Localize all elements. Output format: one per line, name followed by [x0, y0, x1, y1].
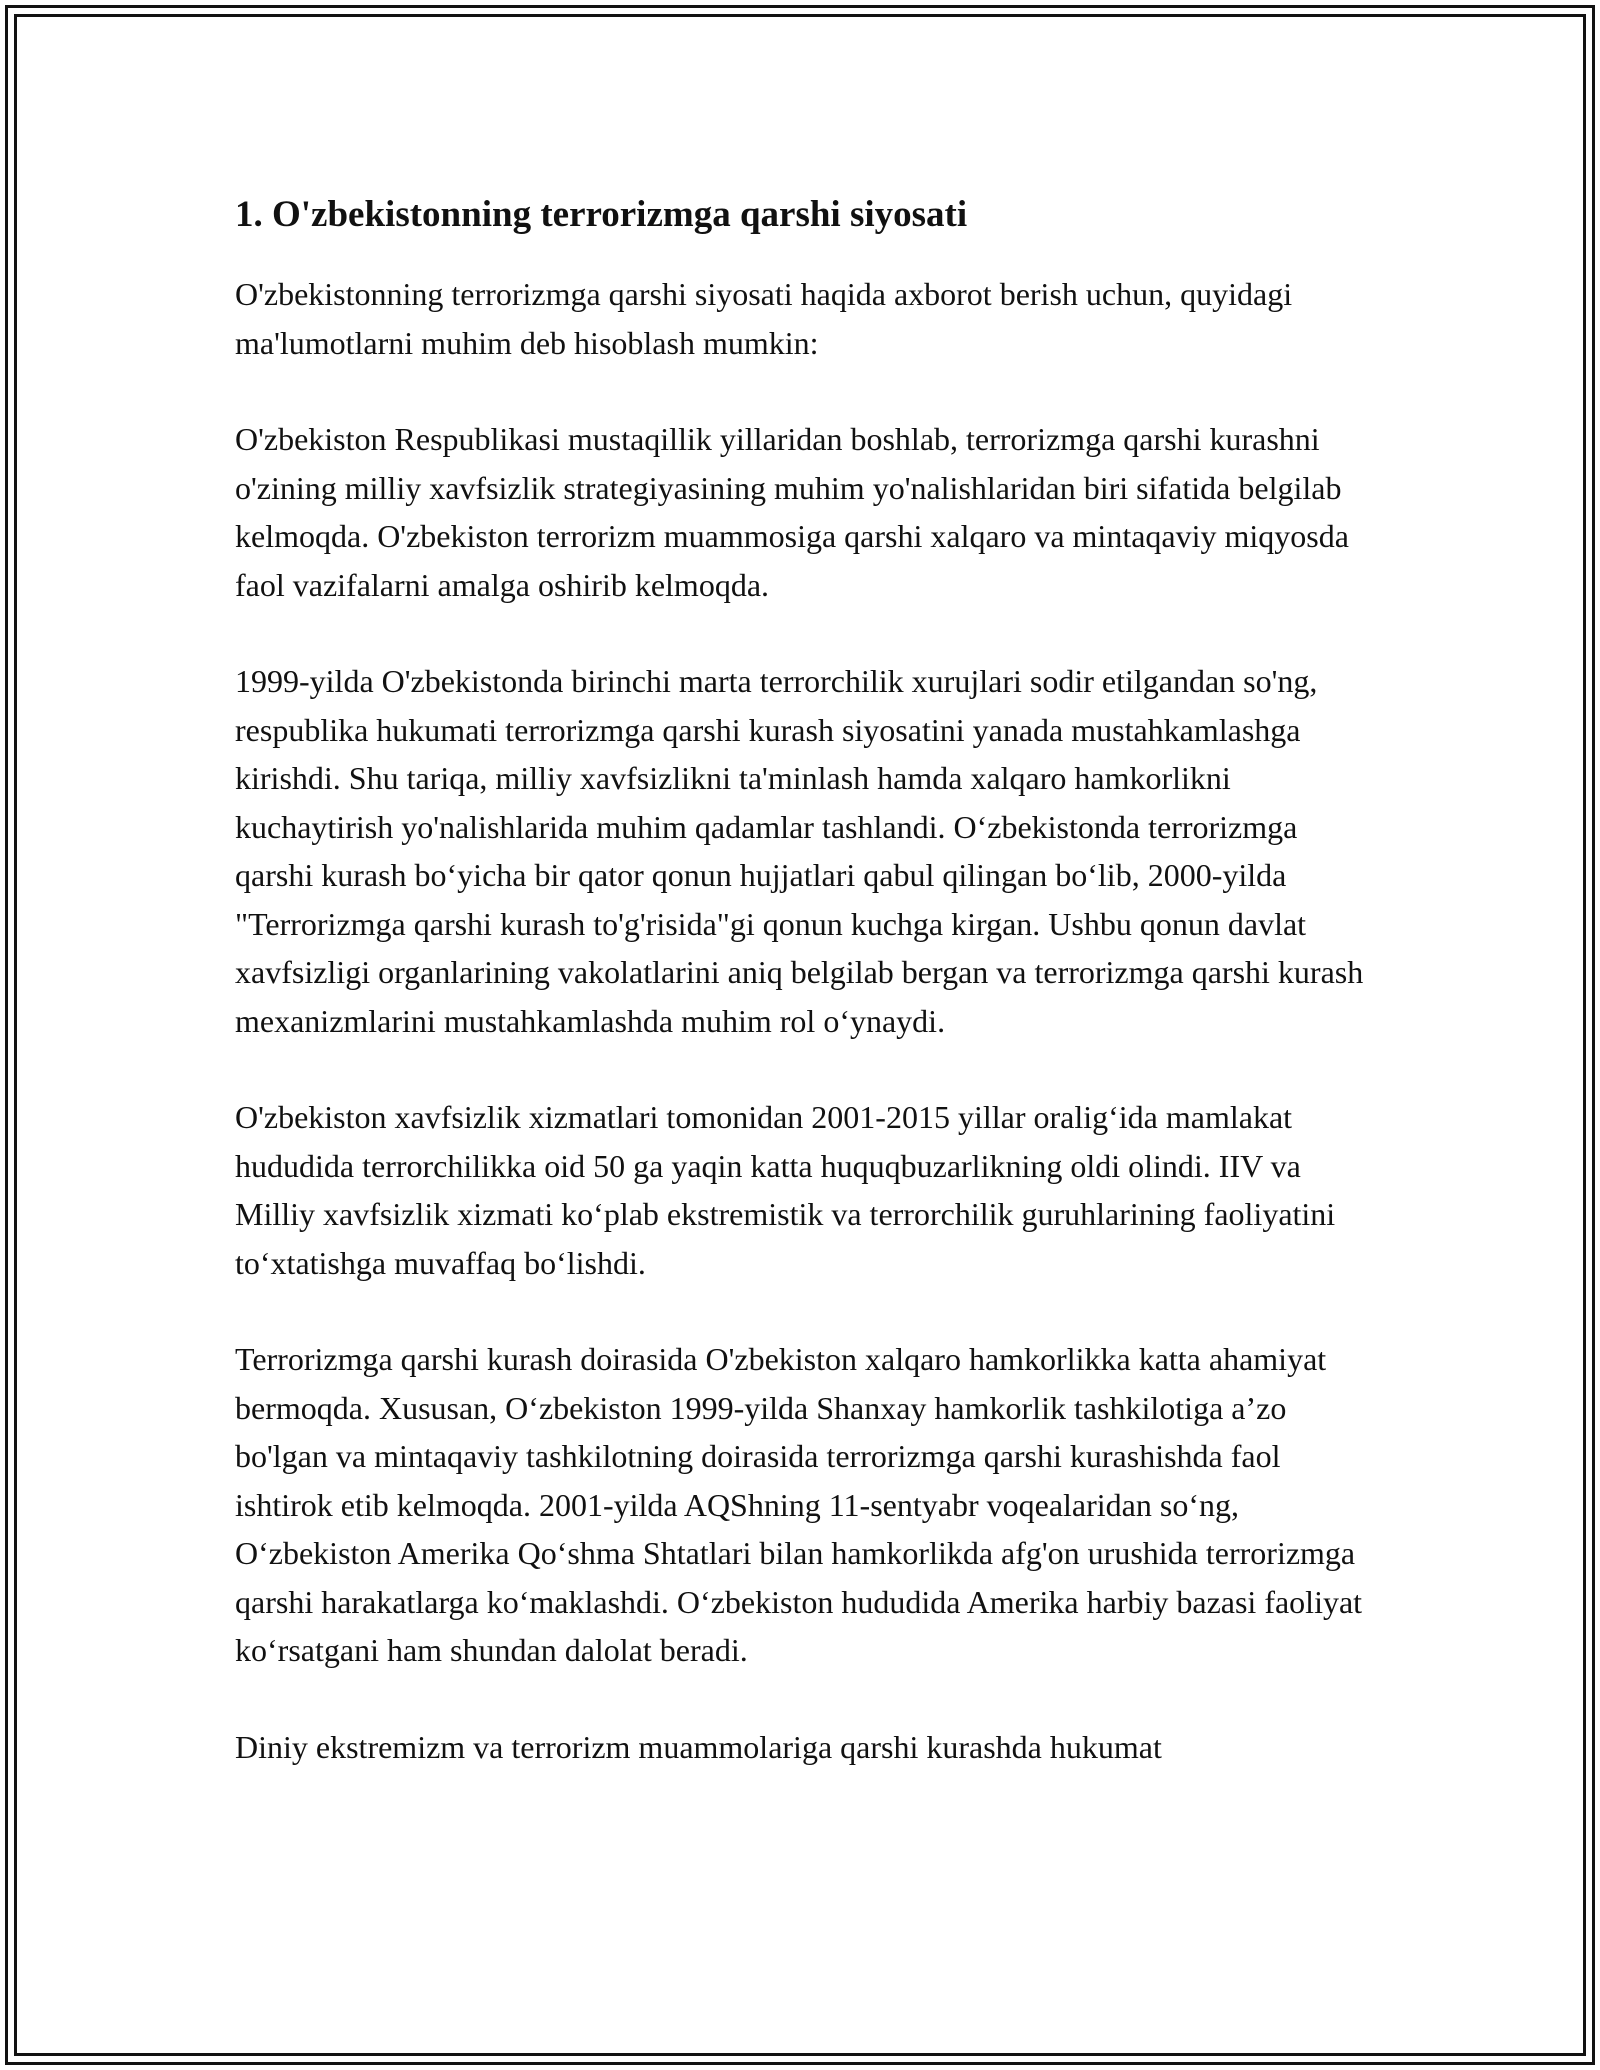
- paragraph-religious-extremism: Diniy ekstremizm va terrorizm muammolariga qarshi kurashda hukumat: [235, 1728, 1162, 1765]
- paragraph-intro: O'zbekistonning terrorizmga qarshi siyosati haqida axborot berish uchun, quyidagi ma'lumotlarni muhim deb hisoblash mumkin:: [235, 276, 1293, 361]
- paragraph-international-cooperation: Terrorizmga qarshi kurash doirasida O'zbekiston xalqaro hamkorlikka katta ahamiyat bermoqda. Xususan, O‘zbekiston 1999-yilda Shanxay hamkorlik tashkilotiga a’zo bo'lgan va mintaqaviy tashkilotning doirasida terrorizmga qarshi kurashishda faol ishtirok etib kelmoqda. 2001-yilda AQShning 11-sentyabr voqealaridan so‘ng, O‘zbekiston Amerika Qo‘shma Shtatlari bilan hamkorlikda afg'on urushida terrorizmga qarshi harakatlarga ko‘maklashdi. O‘zbekiston hududida Amerika harbiy bazasi faoliyat ko‘rsatgani ham shundan dalolat beradi.: [235, 1341, 1363, 1668]
- paragraph-independence: O'zbekiston Respublikasi mustaqillik yillaridan boshlab, terrorizmga qarshi kurashni o'zining milliy xavfsizlik strategiyasining muhim yo'nalishlaridan biri sifatida belgilab kelmoqda. O'zbekiston terrorizm muammosiga qarshi xalqaro va mintaqaviy miqyosda faol vazifalarni amalga oshirib kelmoqda.: [235, 421, 1349, 603]
- document-body: [235, 190, 1375, 1819]
- paragraph-1999-law: 1999-yilda O'zbekistonda birinchi marta terrorchilik xurujlari sodir etilgandan so'ng, respublika hukumati terrorizmga qarshi kurash siyosatini yanada mustahkamlashga kirishdi. Shu tariqa, milliy xavfsizlikni ta'minlash hamda xalqaro hamkorlikni kuchaytirish yo'nalishlarida muhim qadamlar tashlandi. O‘zbekistonda terrorizmga qarshi kurash bo‘yicha bir qator qonun hujjatlari qabul qilingan bo‘lib, 2000-yilda "Terrorizmga qarshi kurash to'g'risida"gi qonun kuchga kirgan. Ushbu qonun davlat xavfsizligi organlarining vakolatlarini aniq belgilab bergan va terrorizmga qarshi kurash mexanizmlarini mustahkamlashda muhim rol o‘ynaydi.: [235, 663, 1364, 1039]
- paragraph-security-services: O'zbekiston xavfsizlik xizmatlari tomonidan 2001-2015 yillar oralig‘ida mamlakat hududida terrorchilikka oid 50 ga yaqin katta huquqbuzarlikning oldi olindi. IIV va Milliy xavfsizlik xizmati ko‘plab ekstremistik va terrorchilik guruhlarining faoliyatini to‘xtatishga muvaffaq bo‘lishdi.: [235, 1099, 1336, 1281]
- section-heading: 1. O'zbekistonning terrorizmga qarshi siyosati: [235, 194, 968, 235]
